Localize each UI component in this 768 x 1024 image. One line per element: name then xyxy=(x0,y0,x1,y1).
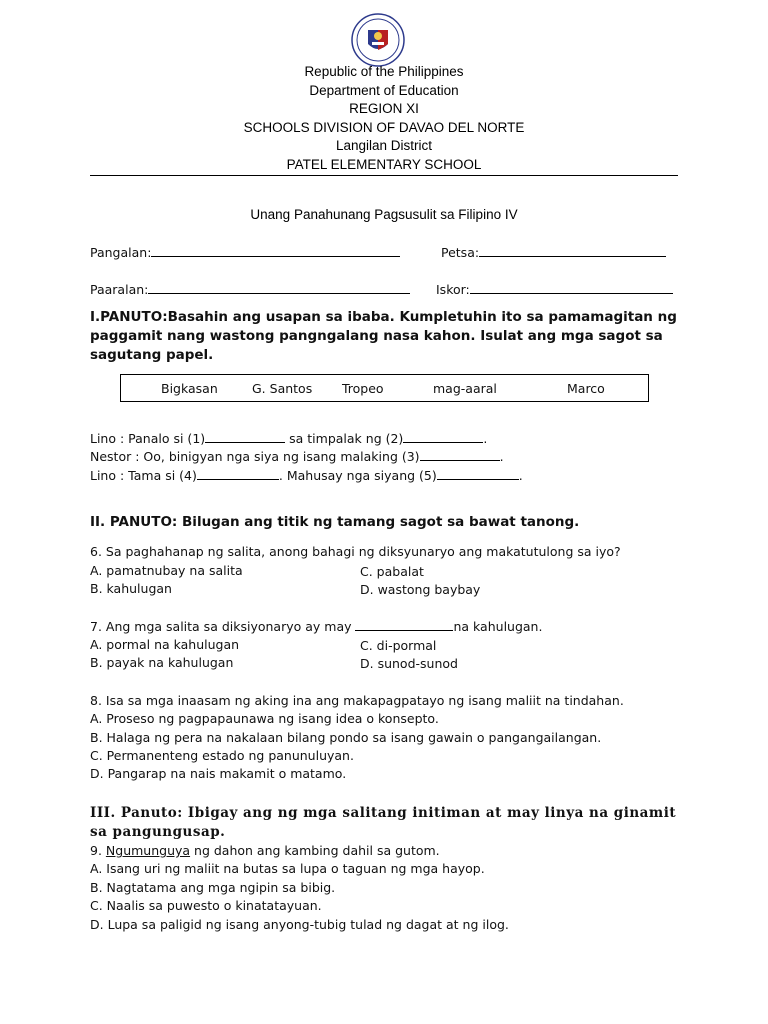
q9-option-d[interactable]: D. Lupa sa paligid ng isang anyong-tubig tulad ng dagat at ng ilog. xyxy=(90,917,509,932)
part3-instruction: III. Panuto: Ibigay ang ng mga salitang initiman at may linya na ginamit sa pangungusap. xyxy=(90,805,677,840)
answer-blank-1[interactable] xyxy=(205,431,285,443)
header-district: Langilan District xyxy=(335,138,433,154)
answer-blank-3[interactable] xyxy=(420,449,500,461)
header-country: Republic of the Philippines xyxy=(304,64,464,79)
q6-option-d[interactable]: D. wastong baybay xyxy=(360,582,481,597)
header-divider xyxy=(90,175,678,176)
q9-option-c[interactable]: C. Naalis sa puwesto o kinatatayuan. xyxy=(90,898,322,913)
q8-question: 8. Isa sa mga inaasam ng aking ina ang makapagpatayo ng isang maliit na tindahan. xyxy=(90,693,624,708)
q7-option-d[interactable]: D. sunod-sunod xyxy=(360,656,458,671)
word-box-item: G. Santos xyxy=(252,381,313,396)
answer-blank-4[interactable] xyxy=(197,468,279,480)
q9-underlined-word: Ngumunguya xyxy=(105,843,191,858)
q6-option-a[interactable]: A. pamatnubay na salita xyxy=(90,563,243,578)
q9-number: 9. xyxy=(90,843,106,858)
q6-option-c[interactable]: C. pabalat xyxy=(360,564,424,579)
dialogue-text: sa timpalak ng (2) xyxy=(285,431,404,446)
score-blank[interactable] xyxy=(470,281,673,294)
word-box-item: mag-aaral xyxy=(433,381,497,396)
score-label: Iskor: xyxy=(436,282,470,297)
dialogue-text: Nestor : Oo, binigyan nga siya ng isang malaking (3) xyxy=(90,449,420,464)
q8-option-b[interactable]: B. Halaga ng pera na nakalaan bilang pondo sa isang gawain o pangangailangan. xyxy=(90,730,602,745)
header-division: SCHOOLS DIVISION OF DAVAO DEL NORTE xyxy=(243,119,525,135)
header-region: REGION XI xyxy=(349,101,419,117)
date-label: Petsa: xyxy=(441,245,480,260)
answer-blank-2[interactable] xyxy=(403,431,483,443)
q8-option-d[interactable]: D. Pangarap na nais makamit o matamo. xyxy=(90,766,347,781)
name-blank[interactable] xyxy=(151,244,400,257)
word-box-item: Tropeo xyxy=(342,381,384,396)
q9-text: ng dahon ang kambing dahil sa gutom. xyxy=(190,843,440,858)
q8-option-c[interactable]: C. Permanenteng estado ng panunuluyan. xyxy=(90,748,354,763)
score-field[interactable] xyxy=(436,281,673,297)
header-school: PATEL ELEMENTARY SCHOOL xyxy=(286,156,482,172)
q6-option-b[interactable]: B. kahulugan xyxy=(90,581,172,596)
name-field[interactable] xyxy=(90,244,400,260)
part1-instruction: I.PANUTO:Basahin ang usapan sa ibaba. Kumpletuhin ito sa pamamagitan ng paggamit nang wastong pangngalang nasa kahon. Isulat ang mga sagot sa sagutang papel. xyxy=(90,309,677,363)
deped-seal-icon xyxy=(350,12,406,68)
dialogue-line-2 xyxy=(90,448,504,466)
word-box-item: Marco xyxy=(567,381,605,396)
dialogue-line-1 xyxy=(90,430,487,448)
document-header xyxy=(0,63,768,175)
exam-title: Unang Panahunang Pagsusulit sa Filipino IV xyxy=(250,207,518,222)
name-label: Pangalan: xyxy=(90,245,152,260)
q7-blank[interactable] xyxy=(355,619,453,631)
q7-option-b[interactable]: B. payak na kahulugan xyxy=(90,655,234,670)
dialogue-text: . xyxy=(518,468,523,483)
dialogue-text: Lino : Panalo si (1) xyxy=(90,431,206,446)
school-field[interactable] xyxy=(90,281,410,297)
q9-option-a[interactable]: A. Isang uri ng maliit na butas sa lupa o taguan ng mga hayop. xyxy=(90,861,485,876)
part2-instruction: II. PANUTO: Bilugan ang titik ng tamang sagot sa bawat tanong. xyxy=(90,514,580,530)
date-blank[interactable] xyxy=(479,244,666,257)
dialogue-text: . xyxy=(483,431,488,446)
q7-text: 7. Ang mga salita sa diksiyonaryo ay may xyxy=(90,619,356,634)
q6-question: 6. Sa paghahanap ng salita, anong bahagi ng diksyunaryo ang makatutulong sa iyo? xyxy=(90,544,621,559)
school-label: Paaralan: xyxy=(90,282,149,297)
q7-option-c[interactable]: C. di-pormal xyxy=(360,638,437,653)
q7-text: na kahulugan. xyxy=(453,619,543,634)
header-department: Department of Education xyxy=(309,82,459,98)
dialogue-text: . xyxy=(499,449,504,464)
dialogue-line-3 xyxy=(90,467,523,485)
q9-question xyxy=(90,842,440,860)
word-box xyxy=(120,374,649,402)
q7-question xyxy=(90,618,542,636)
dialogue-text: Lino : Tama si (4) xyxy=(90,468,197,483)
q9-option-b[interactable]: B. Nagtatama ang mga ngipin sa bibig. xyxy=(90,880,336,895)
q8-option-a[interactable]: A. Proseso ng pagpapaunawa ng isang idea o konsepto. xyxy=(90,711,439,726)
answer-blank-5[interactable] xyxy=(437,468,519,480)
word-box-item: Bigkasan xyxy=(161,381,218,396)
school-blank[interactable] xyxy=(148,281,410,294)
q7-option-a[interactable]: A. pormal na kahulugan xyxy=(90,637,240,652)
date-field[interactable] xyxy=(441,244,666,260)
dialogue-text: . Mahusay nga siyang (5) xyxy=(278,468,437,483)
